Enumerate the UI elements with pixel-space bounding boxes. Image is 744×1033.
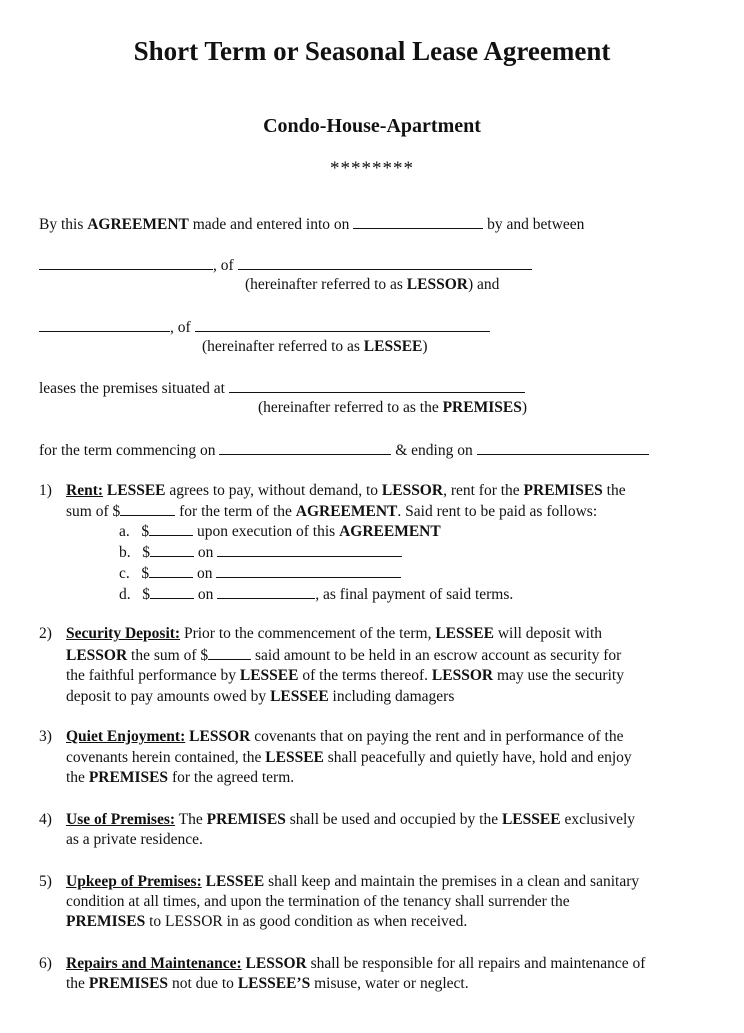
rent-item-b xyxy=(119,542,402,563)
section-number: 4) xyxy=(39,811,52,828)
bold-term: LESSOR xyxy=(245,955,307,972)
deposit-line-4 xyxy=(66,687,454,707)
body-text: shall keep and maintain the premises in a clean and sanitary xyxy=(264,873,640,890)
amount-blank-c[interactable] xyxy=(149,563,193,578)
body-text: for the agreed term. xyxy=(168,769,295,786)
amount-blank-a[interactable] xyxy=(149,521,193,536)
body-text: deposit to pay amounts owed by xyxy=(66,688,271,705)
body-text: on xyxy=(197,586,214,603)
rent-line-2 xyxy=(66,501,597,522)
bold-term: PREMISES xyxy=(523,482,603,499)
bold-term: PREMISES xyxy=(206,811,286,828)
deposit-heading: Security Deposit: xyxy=(66,625,181,642)
rent-line-1 xyxy=(66,481,626,501)
decorative-stars: ******** xyxy=(330,158,414,179)
quiet-line-1 xyxy=(66,727,623,747)
use-of-premises-heading: Use of Premises: xyxy=(66,811,176,828)
body-text: will deposit with xyxy=(493,625,603,642)
start-date-blank[interactable] xyxy=(219,440,391,455)
intro-agreement: AGREEMENT xyxy=(87,216,189,233)
amount-blank-b[interactable] xyxy=(150,542,194,557)
bold-term: LESSEE xyxy=(239,667,299,684)
body-text: may use the security xyxy=(493,667,624,684)
section-number: 3) xyxy=(39,728,52,745)
intro-text: ) xyxy=(521,399,528,416)
lessee-address-blank[interactable] xyxy=(195,317,490,332)
body-text: covenants that on paying the rent and in performance of the xyxy=(250,728,624,745)
dollar-sign: $ xyxy=(141,565,150,582)
rent-item-d xyxy=(119,584,513,605)
lessee-label: LESSEE xyxy=(363,338,423,355)
premises-label: PREMISES xyxy=(442,399,522,416)
date-blank[interactable] xyxy=(353,214,483,229)
section-number: 5) xyxy=(39,873,52,890)
bold-term: LESSEE xyxy=(435,625,494,642)
section-number: 1) xyxy=(39,482,52,499)
body-text: shall be responsible for all repairs and maintenance of xyxy=(306,955,646,972)
dollar-sign: $ xyxy=(142,544,150,561)
item-label: c. xyxy=(119,565,130,582)
date-blank-d[interactable] xyxy=(217,584,315,599)
section-number: 2) xyxy=(39,625,52,642)
upkeep-heading: Upkeep of Premises: xyxy=(66,873,202,890)
body-text: on xyxy=(197,544,214,561)
term-line xyxy=(39,440,649,461)
item-label: d. xyxy=(119,586,131,603)
bold-term: AGREEMENT xyxy=(295,503,398,520)
body-text: of the terms thereof. xyxy=(298,667,432,684)
document-title: Short Term or Seasonal Lease Agreement xyxy=(133,36,611,66)
body-text: , rent for the xyxy=(443,482,524,499)
repairs-line-1 xyxy=(66,954,645,974)
bold-term: LESSEE xyxy=(501,811,561,828)
body-text: the xyxy=(66,975,89,992)
repairs-heading: Repairs and Maintenance: xyxy=(66,955,242,972)
body-text: for the term of the xyxy=(179,503,296,520)
lessor-label: LESSOR xyxy=(406,276,468,293)
lessee-name-blank[interactable] xyxy=(39,317,170,332)
date-blank-c[interactable] xyxy=(216,563,401,578)
body-text: the faithful performance by xyxy=(66,667,240,684)
intro-text: for the term commencing on xyxy=(39,442,216,459)
lessor-designation xyxy=(245,275,499,295)
upkeep-line-3 xyxy=(66,912,467,932)
bold-term: LESSOR xyxy=(189,728,251,745)
intro-text: made and entered into on xyxy=(192,216,350,233)
body-text: to LESSOR in as good condition as when received. xyxy=(145,913,468,930)
intro-text: , of xyxy=(213,257,234,274)
body-text: said amount to be held in an escrow account as security for xyxy=(251,647,622,664)
quiet-line-3 xyxy=(66,768,294,788)
body-text: not due to xyxy=(168,975,238,992)
deposit-line-1 xyxy=(66,624,602,644)
dollar-sign: $ xyxy=(141,523,150,540)
body-text: the sum of $ xyxy=(127,647,209,664)
lessee-name-line xyxy=(39,317,490,338)
lessor-address-blank[interactable] xyxy=(238,255,532,270)
deposit-line-2 xyxy=(66,645,621,666)
intro-text: (hereinafter referred to as xyxy=(202,338,360,355)
bold-term: AGREEMENT xyxy=(339,523,441,540)
body-text: including damagers xyxy=(328,688,455,705)
bold-term: PREMISES xyxy=(66,913,146,930)
intro-text: (hereinafter referred to as the xyxy=(258,399,439,416)
body-text: the xyxy=(66,769,89,786)
upkeep-line-1 xyxy=(66,872,639,892)
intro-text: & ending on xyxy=(395,442,473,459)
body-text: misuse, water or neglect. xyxy=(310,975,469,992)
intro-line-1 xyxy=(39,214,584,235)
bold-term: LESSOR xyxy=(66,647,128,664)
body-text: on xyxy=(197,565,213,582)
intro-text: , of xyxy=(170,319,191,336)
bold-term: LESSEE xyxy=(270,688,329,705)
lessor-name-line xyxy=(39,255,532,276)
body-text: sum of $ xyxy=(66,503,121,520)
premises-designation xyxy=(258,398,527,418)
lessor-name-blank[interactable] xyxy=(39,255,213,270)
amount-blank-d[interactable] xyxy=(150,584,194,599)
lessee-designation xyxy=(202,337,428,357)
repairs-line-2 xyxy=(66,974,469,994)
body-text: exclusively xyxy=(560,811,636,828)
intro-text: (hereinafter referred to as xyxy=(245,276,403,293)
dollar-sign: $ xyxy=(142,586,150,603)
quiet-line-2 xyxy=(66,748,632,768)
body-text: The xyxy=(175,811,207,828)
rent-heading: Rent: xyxy=(66,482,104,499)
use-line-2: as a private residence. xyxy=(66,831,203,848)
body-text: the xyxy=(602,482,626,499)
premises-address-blank[interactable] xyxy=(229,378,525,393)
rent-sum-blank[interactable] xyxy=(120,501,175,516)
body-text: shall be used and occupied by the xyxy=(285,811,502,828)
intro-text: ) and xyxy=(467,276,500,293)
intro-text: leases the premises situated at xyxy=(39,380,225,397)
body-text: agrees to pay, without demand, to xyxy=(165,482,382,499)
bold-term: LESSEE’S xyxy=(237,975,311,992)
rent-item-c xyxy=(119,563,401,584)
body-text: Prior to the commencement of the term, xyxy=(180,625,436,642)
bold-term: LESSEE xyxy=(106,482,166,499)
premises-line xyxy=(39,378,525,399)
deposit-line-3 xyxy=(66,666,624,686)
body-text: , as final payment of said terms. xyxy=(315,586,514,603)
intro-text: By this xyxy=(39,216,84,233)
upkeep-line-2: condition at all times, and upon the termination of the tenancy shall surrender the xyxy=(66,893,570,910)
bold-term: PREMISES xyxy=(88,769,169,786)
bold-term: LESSEE xyxy=(205,873,265,890)
item-label: b. xyxy=(119,544,131,561)
bold-term: LESSOR xyxy=(431,667,494,684)
intro-text: by and between xyxy=(487,216,585,233)
bold-term: LESSOR xyxy=(381,482,444,499)
use-line-1 xyxy=(66,810,635,830)
date-blank-b[interactable] xyxy=(217,542,402,557)
quiet-enjoyment-heading: Quiet Enjoyment: xyxy=(66,728,186,745)
body-text: upon execution of this xyxy=(197,523,340,540)
bold-term: PREMISES xyxy=(88,975,169,992)
intro-text: ) xyxy=(422,338,428,355)
body-text: covenants herein contained, the xyxy=(66,749,266,766)
body-text: shall peacefully and quietly have, hold and enjoy xyxy=(323,749,632,766)
item-label: a. xyxy=(119,523,130,540)
section-number: 6) xyxy=(39,955,52,972)
bold-term: LESSEE xyxy=(265,749,324,766)
body-text: . Said rent to be paid as follows: xyxy=(397,503,598,520)
rent-item-a xyxy=(119,521,441,542)
deposit-sum-blank[interactable] xyxy=(208,645,251,660)
end-date-blank[interactable] xyxy=(477,440,649,455)
document-subtitle: Condo-House-Apartment xyxy=(263,115,481,137)
